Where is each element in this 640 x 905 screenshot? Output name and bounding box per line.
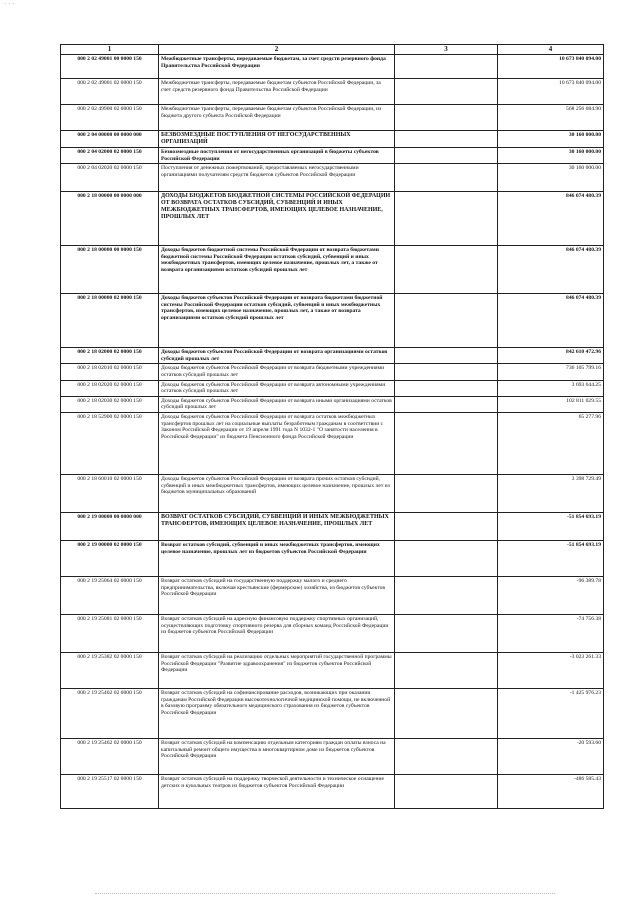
row-amount: 568 256 084.90 bbox=[498, 105, 604, 131]
row-name: Возврат остатков субсидий на государственную поддержку малого и среднего предпринимательства, включая крестьянские (фермерские) хозяйства, из бюджетов субъектов Российской Федерации bbox=[159, 576, 395, 614]
row-col3 bbox=[395, 540, 498, 576]
header-col-4: 4 bbox=[498, 45, 604, 55]
table-row bbox=[61, 380, 604, 396]
row-name: Возврат остатков субсидий на софинансирование расходов, возникающих при оказании гражданам Российской Федерации высокотехнологичной медицинской помощи, не включенной в базовую программу обязательного медицинского страхования из бюджетов субъектов Российской Федерации bbox=[159, 688, 395, 738]
table-body bbox=[61, 55, 604, 809]
row-name: Возврат остатков субсидий на поддержку творческой деятельности и техническое оснащение детских и кукольных театров из бюджетов субъектов Российской Федерации bbox=[159, 774, 395, 808]
row-code: 000 2 18 00000 00 0000 000 bbox=[61, 192, 159, 246]
row-code: 000 2 02 49001 02 0000 150 bbox=[61, 79, 159, 105]
row-amount: -3 023 261.33 bbox=[498, 652, 604, 688]
row-amount: 846 074 480.39 bbox=[498, 192, 604, 246]
row-amount: 30 160 000.00 bbox=[498, 148, 604, 164]
table-row bbox=[61, 512, 604, 540]
scan-footer-artifact bbox=[95, 893, 555, 898]
row-name: Доходы бюджетов бюджетной системы Российской Федерации от возврата бюджетами бюджетной системы Российской Федерации остатков субсидий, субвенций и иных межбюджетных трансфертов, имеющих целевое назначение, прошлых лет, а также от возврата организациями остатков субсидий прошлых лет bbox=[159, 246, 395, 294]
row-col3 bbox=[395, 738, 498, 774]
table-row bbox=[61, 348, 604, 364]
row-code: 000 2 02 49001 00 0000 150 bbox=[61, 55, 159, 79]
row-col3 bbox=[395, 576, 498, 614]
header-col-3: 3 bbox=[395, 45, 498, 55]
row-col3 bbox=[395, 474, 498, 512]
row-name: Безвозмездные поступления от негосударственных организаций в бюджеты субъектов Российской Федерации bbox=[159, 148, 395, 164]
row-name: Доходы бюджетов субъектов Российской Федерации от возврата прочих остатков субсидий, субвенций и иных межбюджетных трансфертов, имеющих целевое назначение, прошлых лет из бюджетов муниципальных образований bbox=[159, 474, 395, 512]
table-row bbox=[61, 79, 604, 105]
table-row bbox=[61, 364, 604, 380]
row-amount: 10 673 840 094.00 bbox=[498, 79, 604, 105]
row-col3 bbox=[395, 348, 498, 364]
table-row bbox=[61, 652, 604, 688]
row-col3 bbox=[395, 131, 498, 148]
row-col3 bbox=[395, 105, 498, 131]
row-name: Доходы бюджетов субъектов Российской Федерации от возврата автономными учреждениями остатков субсидий прошлых лет bbox=[159, 380, 395, 396]
row-amount: -20 593.60 bbox=[498, 738, 604, 774]
table-row bbox=[61, 614, 604, 652]
row-col3 bbox=[395, 164, 498, 192]
row-name: Возврат остатков субсидий на реализацию отдельных мероприятий государственной программы Российской Федерации "Развитие здравоохранения" из бюджетов субъектов Российской Федерации bbox=[159, 652, 395, 688]
row-code: 000 2 19 25402 02 0000 150 bbox=[61, 688, 159, 738]
row-amount: 3 693 644.25 bbox=[498, 380, 604, 396]
row-code: 000 2 18 02020 02 0000 150 bbox=[61, 380, 159, 396]
row-code: 000 2 19 25382 02 0000 150 bbox=[61, 652, 159, 688]
row-col3 bbox=[395, 380, 498, 396]
row-name: Возврат остатков субсидий на адресную финансовую поддержку спортивных организаций, осуществляющих подготовку спортивного резерва для сборных команд Российской Федерации из бюджетов субъектов Российской Федерации bbox=[159, 614, 395, 652]
header-row bbox=[61, 45, 604, 55]
row-col3 bbox=[395, 55, 498, 79]
row-col3 bbox=[395, 79, 498, 105]
row-amount: 846 074 480.39 bbox=[498, 246, 604, 294]
row-code: 000 2 18 02030 02 0000 150 bbox=[61, 396, 159, 412]
row-code: 000 2 04 00000 00 0000 000 bbox=[61, 131, 159, 148]
row-col3 bbox=[395, 396, 498, 412]
header-col-2: 2 bbox=[159, 45, 395, 55]
table-row bbox=[61, 774, 604, 808]
row-amount: -51 854 693.19 bbox=[498, 512, 604, 540]
row-code: 000 2 18 02000 02 0000 150 bbox=[61, 348, 159, 364]
row-col3 bbox=[395, 512, 498, 540]
row-amount: 65 277.96 bbox=[498, 412, 604, 474]
table-row bbox=[61, 412, 604, 474]
row-name: Поступления от денежных пожертвований, предоставляемых негосударственными организациями получателям средств бюджетов субъектов Российской Федерации bbox=[159, 164, 395, 192]
row-code: 000 2 18 52900 02 0000 150 bbox=[61, 412, 159, 474]
header-col-1: 1 bbox=[61, 45, 159, 55]
row-name: Межбюджетные трансферты, передаваемые бюджетам, за счет средств резервного фонда Правительства Российской Федерации bbox=[159, 55, 395, 79]
row-name: Доходы бюджетов субъектов Российской Федерации от возврата бюджетными учреждениями остатков субсидий прошлых лет bbox=[159, 364, 395, 380]
row-code: 000 2 18 00000 02 0000 150 bbox=[61, 294, 159, 348]
row-name: ВОЗВРАТ ОСТАТКОВ СУБСИДИЙ, СУБВЕНЦИЙ И ИНЫХ МЕЖБЮДЖЕТНЫХ ТРАНСФЕРТОВ, ИМЕЮЩИХ ЦЕЛЕВОЕ НАЗНАЧЕНИЕ, ПРОШЛЫХ ЛЕТ bbox=[159, 512, 395, 540]
row-code: 000 2 04 02000 02 0000 150 bbox=[61, 148, 159, 164]
row-name: Доходы бюджетов субъектов Российской Федерации от возврата бюджетами бюджетной системы Российской Федерации остатков субсидий, субвенций и иных межбюджетных трансфертов, имеющих целевое назначение, прошлых лет, а также от возврата организациями остатков субсидий прошлых лет bbox=[159, 294, 395, 348]
table-row bbox=[61, 294, 604, 348]
row-code: 000 2 19 25081 02 0000 150 bbox=[61, 614, 159, 652]
table-row bbox=[61, 55, 604, 79]
row-amount: 736 105 799.16 bbox=[498, 364, 604, 380]
row-col3 bbox=[395, 192, 498, 246]
row-name: ДОХОДЫ БЮДЖЕТОВ БЮДЖЕТНОЙ СИСТЕМЫ РОССИЙСКОЙ ФЕДЕРАЦИИ ОТ ВОЗВРАТА ОСТАТКОВ СУБСИДИЙ, СУБВЕНЦИЙ И ИНЫХ МЕЖБЮДЖЕТНЫХ ТРАНСФЕРТОВ, ИМЕЮЩИХ ЦЕЛЕВОЕ НАЗНАЧЕНИЕ, ПРОШЛЫХ ЛЕТ bbox=[159, 192, 395, 246]
row-code: 000 2 19 25517 02 0000 150 bbox=[61, 774, 159, 808]
row-col3 bbox=[395, 364, 498, 380]
row-col3 bbox=[395, 688, 498, 738]
row-code: 000 2 19 00000 00 0000 000 bbox=[61, 512, 159, 540]
row-amount: 102 811 029.55 bbox=[498, 396, 604, 412]
table-row bbox=[61, 164, 604, 192]
row-amount: -486 585.43 bbox=[498, 774, 604, 808]
scan-artifact: · · · bbox=[4, 0, 15, 8]
row-amount: -74 756.38 bbox=[498, 614, 604, 652]
row-name: Возврат остатков субсидий на компенсацию отдельным категориям граждан оплаты взноса на капитальный ремонт общего имущества в многоквартирном доме из бюджетов субъектов Российской Федерации bbox=[159, 738, 395, 774]
row-name: Возврат остатков субсидий, субвенций и иных межбюджетных трансфертов, имеющих целевое назначение, прошлых лет из бюджетов субъектов Российской Федерации bbox=[159, 540, 395, 576]
row-code: 000 2 19 00000 02 0000 150 bbox=[61, 540, 159, 576]
table-row bbox=[61, 540, 604, 576]
row-name: БЕЗВОЗМЕЗДНЫЕ ПОСТУПЛЕНИЯ ОТ НЕГОСУДАРСТВЕННЫХ ОРГАНИЗАЦИЙ bbox=[159, 131, 395, 148]
table-row bbox=[61, 738, 604, 774]
row-code: 000 2 18 60010 02 0000 150 bbox=[61, 474, 159, 512]
row-code: 000 2 19 25462 02 0000 150 bbox=[61, 738, 159, 774]
row-col3 bbox=[395, 148, 498, 164]
row-col3 bbox=[395, 652, 498, 688]
row-amount: 3 398 729.49 bbox=[498, 474, 604, 512]
table-row bbox=[61, 148, 604, 164]
row-code: 000 2 18 02010 02 0000 150 bbox=[61, 364, 159, 380]
row-name: Доходы бюджетов субъектов Российской Федерации от возврата организациями остатков субсидий прошлых лет bbox=[159, 348, 395, 364]
table-row bbox=[61, 474, 604, 512]
row-amount: -1 425 976.23 bbox=[498, 688, 604, 738]
row-name: Межбюджетные трансферты, передаваемые бюджетам субъектов Российской Федерации, за счет средств резервного фонда Правительства Российской Федерации bbox=[159, 79, 395, 105]
table-row bbox=[61, 576, 604, 614]
row-name: Доходы бюджетов субъектов Российской Федерации от возврата иными организациями остатков субсидий прошлых лет bbox=[159, 396, 395, 412]
row-name: Доходы бюджетов субъектов Российской Федерации от возврата остатков межбюджетных трансфертов прошлых лет на социальные выплаты безработным гражданам в соответствии с Законом Российской Федерации от 19 апреля 1991 года N 1032-1 "О занятости населения в Российской Федерации" из бюджета Пенсионного фонда Российской Федерации bbox=[159, 412, 395, 474]
table-row bbox=[61, 396, 604, 412]
row-amount: 846 074 480.39 bbox=[498, 294, 604, 348]
row-code: 000 2 19 25064 02 0000 150 bbox=[61, 576, 159, 614]
row-col3 bbox=[395, 614, 498, 652]
row-code: 000 2 04 02020 02 0000 150 bbox=[61, 164, 159, 192]
row-amount: -96 389.78 bbox=[498, 576, 604, 614]
row-col3 bbox=[395, 294, 498, 348]
row-amount: 30 160 000.00 bbox=[498, 164, 604, 192]
table-row bbox=[61, 192, 604, 246]
table-row bbox=[61, 131, 604, 148]
table-row bbox=[61, 105, 604, 131]
row-code: 000 2 18 00000 00 0000 150 bbox=[61, 246, 159, 294]
row-amount: -51 854 693.19 bbox=[498, 540, 604, 576]
row-code: 000 2 02 49900 02 0000 150 bbox=[61, 105, 159, 131]
row-col3 bbox=[395, 774, 498, 808]
table-row bbox=[61, 688, 604, 738]
row-amount: 842 610 472.96 bbox=[498, 348, 604, 364]
table-row bbox=[61, 246, 604, 294]
row-name: Межбюджетные трансферты, передаваемые бюджетам субъектов Российской Федерации, из бюджета другого субъекта Российской Федерации bbox=[159, 105, 395, 131]
row-col3 bbox=[395, 412, 498, 474]
budget-table bbox=[60, 44, 604, 809]
row-amount: 30 160 000.00 bbox=[498, 131, 604, 148]
row-col3 bbox=[395, 246, 498, 294]
row-amount: 10 673 840 094.00 bbox=[498, 55, 604, 79]
